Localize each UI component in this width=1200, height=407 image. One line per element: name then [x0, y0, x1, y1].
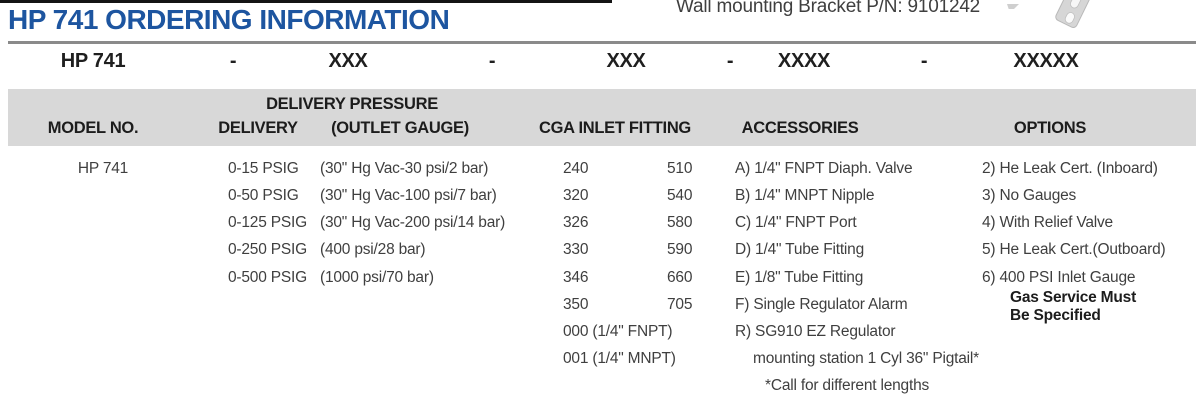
delivery-value: 0-125 PSIG — [228, 214, 307, 231]
top-divider-strip — [0, 0, 612, 3]
cropped-photo-fragment — [1006, 0, 1020, 9]
part-number-delivery: XXX — [328, 50, 368, 72]
accessory-item: C) 1/4" FNPT Port — [735, 214, 857, 231]
delivery-value: 0-15 PSIG — [228, 160, 299, 177]
cga-value: 320 — [563, 187, 589, 204]
gas-service-note: Gas Service Must — [1010, 289, 1137, 306]
wall-bracket-part-number-note: Wall mounting Bracket P/N: 9101242 — [676, 0, 981, 17]
cga-value: 346 — [563, 269, 589, 286]
header-outlet-gauge: (OUTLET GAUGE) — [331, 119, 469, 137]
header-cga-inlet-fitting: CGA INLET FITTING — [539, 119, 691, 137]
option-item: 5) He Leak Cert.(Outboard) — [982, 241, 1166, 258]
cga-value: 705 — [667, 296, 693, 313]
part-number-dash: - — [229, 50, 237, 72]
wall-bracket-photo-icon — [1046, 0, 1102, 32]
outlet-gauge-value: (1000 psi/70 bar) — [320, 269, 434, 286]
header-model-no: MODEL NO. — [47, 119, 139, 137]
option-item: 3) No Gauges — [982, 187, 1077, 204]
outlet-gauge-value: (30" Hg Vac-200 psi/14 bar) — [320, 214, 506, 231]
part-number-options: XXXXX — [1013, 50, 1079, 72]
outlet-gauge-value: (30" Hg Vac-100 psi/7 bar) — [320, 187, 497, 204]
cga-value: 000 (1/4" FNPT) — [563, 323, 673, 340]
part-number-dash: - — [726, 50, 734, 72]
page-title: HP 741 ORDERING INFORMATION — [8, 4, 450, 35]
option-item: 4) With Relief Valve — [982, 214, 1113, 231]
outlet-gauge-value: (400 psi/28 bar) — [320, 241, 426, 258]
header-accessories: ACCESSORIES — [741, 119, 859, 137]
delivery-value: 0-250 PSIG — [228, 241, 307, 258]
part-number-cga: XXX — [606, 50, 646, 72]
delivery-value: 0-500 PSIG — [228, 269, 307, 286]
outlet-gauge-value: (30" Hg Vac-30 psi/2 bar) — [320, 160, 489, 177]
cga-value: 350 — [563, 296, 589, 313]
header-delivery: DELIVERY — [218, 119, 298, 137]
accessory-item: F) Single Regulator Alarm — [735, 296, 908, 313]
delivery-value: 0-50 PSIG — [228, 187, 299, 204]
title-divider-rule — [8, 41, 1196, 44]
header-delivery-pressure-group: DELIVERY PRESSURE — [266, 95, 438, 113]
cga-value: 326 — [563, 214, 589, 231]
gas-service-note: Be Specified — [1010, 307, 1101, 324]
cga-value: 660 — [667, 269, 693, 286]
cga-value: 510 — [667, 160, 693, 177]
model-no-value: HP 741 — [77, 160, 129, 177]
cga-value: 001 (1/4" MNPT) — [563, 350, 676, 367]
part-number-accessory: XXXX — [777, 50, 831, 72]
accessory-item: R) SG910 EZ Regulator — [735, 323, 896, 340]
accessory-item: A) 1/4" FNPT Diaph. Valve — [735, 160, 913, 177]
cga-value: 330 — [563, 241, 589, 258]
part-number-model: HP 741 — [60, 50, 126, 72]
cga-value: 580 — [667, 214, 693, 231]
cga-value: 240 — [563, 160, 589, 177]
cga-value: 540 — [667, 187, 693, 204]
part-number-dash: - — [488, 50, 496, 72]
accessory-footnote: *Call for different lengths — [765, 377, 930, 394]
accessory-item: E) 1/8" Tube Fitting — [735, 269, 864, 286]
part-number-dash: - — [920, 50, 928, 72]
cga-value: 590 — [667, 241, 693, 258]
header-options: OPTIONS — [1013, 119, 1087, 137]
accessory-item: D) 1/4" Tube Fitting — [735, 241, 865, 258]
accessory-item: B) 1/4" MNPT Nipple — [735, 187, 875, 204]
option-item: 2) He Leak Cert. (Inboard) — [982, 160, 1158, 177]
option-item: 6) 400 PSI Inlet Gauge — [982, 269, 1136, 286]
accessory-item-continued: mounting station 1 Cyl 36" Pigtail* — [753, 350, 979, 367]
